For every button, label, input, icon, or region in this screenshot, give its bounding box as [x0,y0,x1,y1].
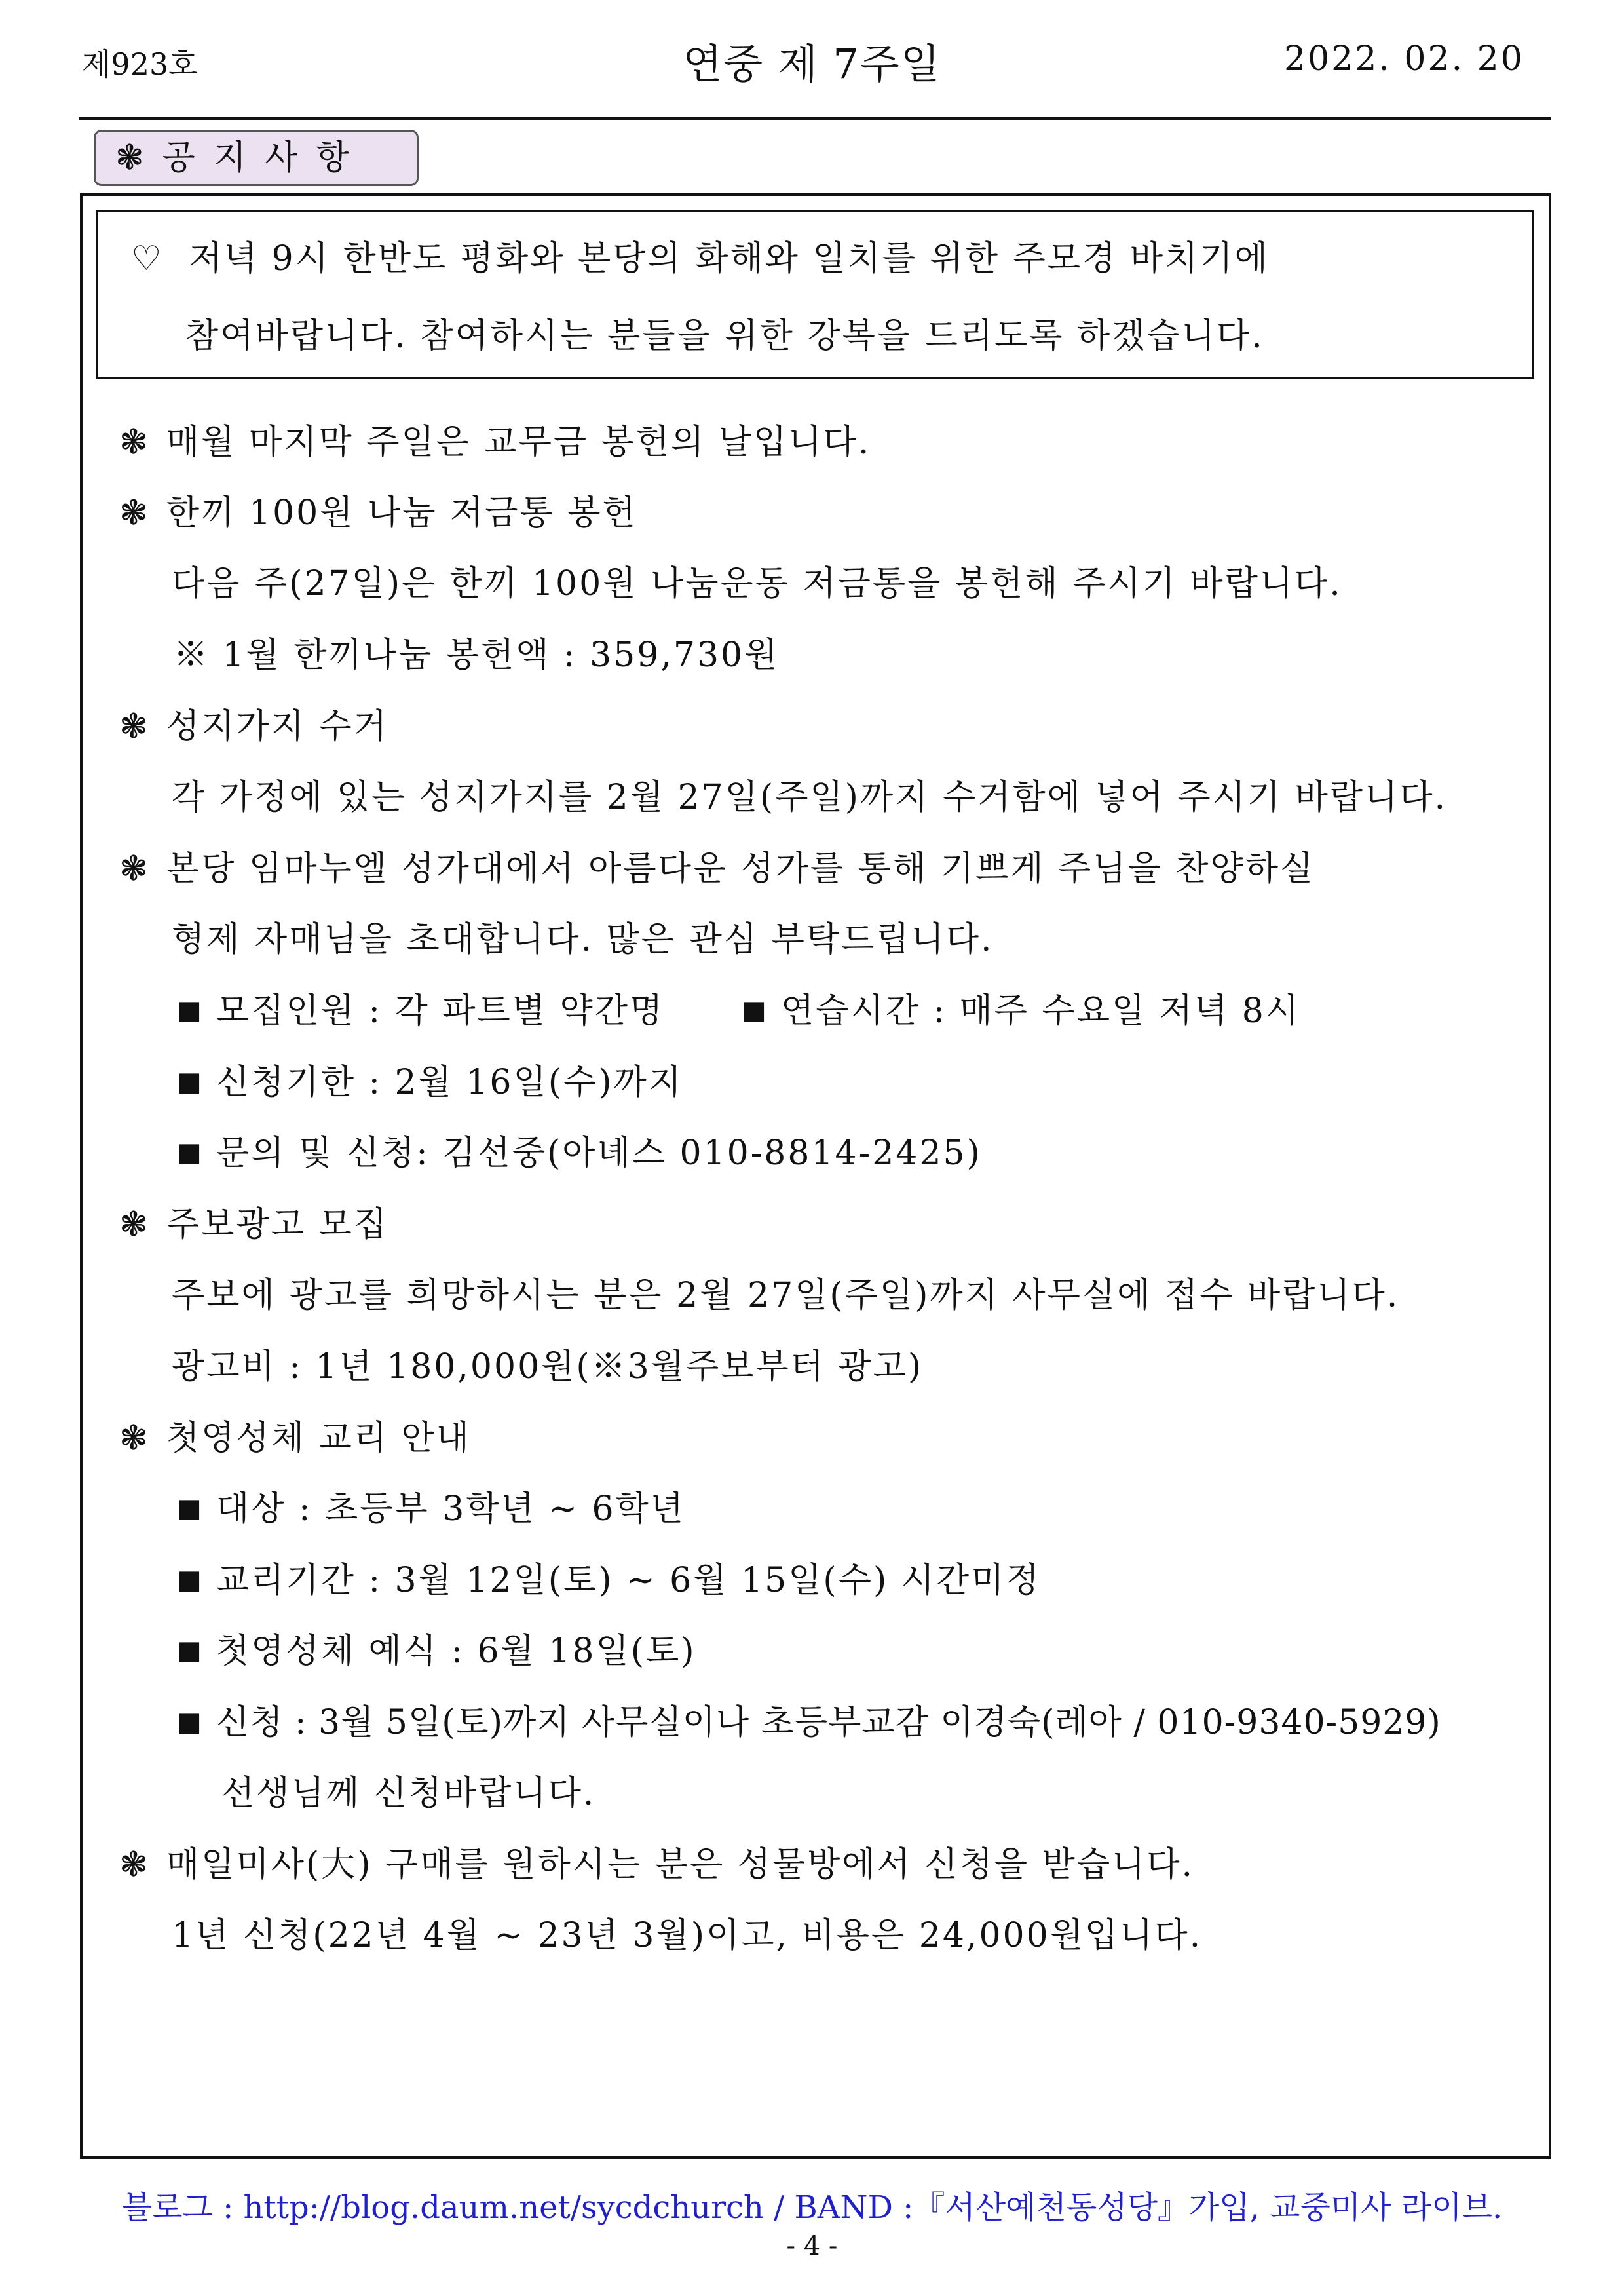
notice-body: 다음 주(27일)은 한끼 100원 나눔운동 저금통을 봉헌해 주시기 바랍니다. [172,564,1342,603]
flower-icon: ❃ [119,493,150,533]
header-divider [79,117,1551,120]
notice-body: 1년 신청(22년 4월 ~ 23년 3월)이고, 비용은 24,000원입니다. [172,1916,1203,1955]
notice-section-tab [94,130,419,186]
notice-body: 각 가정에 있는 성지가지를 2월 27일(주일)까지 수거함에 넣어 주시기 바랍니다. [172,778,1448,817]
square-bullet-icon: ■ [177,1636,204,1666]
notice-item: ❃ 매월 마지막 주일은 교무금 봉헌의 날입니다. [119,423,871,462]
square-bullet-icon: ■ [177,1067,204,1097]
bullet-item: ■ 신청 : 3월 5일(토)까지 사무실이나 초등부교감 이경숙(레아 / 010-9340-5929) [177,1703,1441,1742]
flower-icon: ❃ [119,1845,150,1885]
square-bullet-icon: ■ [177,1565,204,1595]
bullet-item: ■ 문의 및 신청: 김선중(아녜스 010-8814-2425) [177,1134,982,1173]
page-number: - 4 - [786,2231,838,2261]
notice-item: ❃ 매일미사(大) 구매를 원하시는 분은 성물방에서 신청을 받습니다. [119,1845,1195,1885]
highlight-line-2: 참여바랍니다. 참여하시는 분들을 위한 강복을 드리도록 하겠습니다. [185,316,1264,356]
bullet-item: ■ 모집인원 : 각 파트별 약간명 [177,991,665,1031]
notice-body: 주보에 광고를 희망하시는 분은 2월 27일(주일)까지 사무실에 접수 바랍니다. [172,1276,1400,1315]
flower-icon: ❃ [119,1419,150,1458]
notice-body: 형제 자매님을 초대합니다. 많은 관심 부탁드립니다. [172,920,994,959]
square-bullet-icon: ■ [177,1493,204,1523]
bullet-item: ■ 대상 : 초등부 3학년 ~ 6학년 [177,1489,685,1529]
notice-note: ※ 1월 한끼나눔 봉헌액 : 359,730원 [174,636,780,675]
bullet-item: ■ 첫영성체 예식 : 6월 18일(토) [177,1632,696,1671]
flower-icon: ❃ [119,423,150,462]
square-bullet-icon: ■ [177,1707,202,1737]
square-bullet-icon: ■ [177,1138,204,1168]
flower-icon: ❃ [119,1205,150,1244]
notice-section-title: 공지사항 [162,138,368,178]
flower-icon: ❃ [119,707,150,746]
square-bullet-icon: ■ [742,995,768,1025]
notice-item: ❃ 본당 임마누엘 성가대에서 아름다운 성가를 통해 기쁘게 주님을 찬양하실 [119,849,1315,889]
notice-item: ❃ 주보광고 모집 [119,1205,388,1244]
issue-date: 2022. 02. 20 [1284,39,1524,79]
flower-icon: ❃ [119,849,150,889]
notice-item: ❃ 한끼 100원 나눔 저금통 봉헌 [119,493,637,533]
notice-item: ❃ 성지가지 수거 [119,707,388,746]
heart-icon: ♡ [131,239,164,278]
bullet-item: ■ 교리기간 : 3월 12일(토) ~ 6월 15일(수) 시간미정 [177,1561,1041,1600]
bullet-item: ■ 신청기한 : 2월 16일(수)까지 [177,1063,684,1102]
page-title: 연중 제 7주일 [683,40,941,88]
bullet-item: ■ 연습시간 : 매주 수요일 저녁 8시 [742,991,1301,1031]
notice-item: ❃ 첫영성체 교리 안내 [119,1419,471,1458]
highlight-line-1: ♡ 저녁 9시 한반도 평화와 본당의 화해와 일치를 위한 주모경 바치기에 [131,239,1270,278]
footer-links: 블로그 : http://blog.daum.net/sycdchurch / BAND :『서산예천동성당』가입, 교중미사 라이브. [121,2189,1503,2226]
issue-number: 제923호 [82,47,198,82]
flower-icon: ❃ [115,138,144,178]
notice-body: 광고비 : 1년 180,000원(※3월주보부터 광고) [172,1347,924,1387]
square-bullet-icon: ■ [177,995,204,1025]
notice-body: 선생님께 신청바랍니다. [221,1774,596,1813]
